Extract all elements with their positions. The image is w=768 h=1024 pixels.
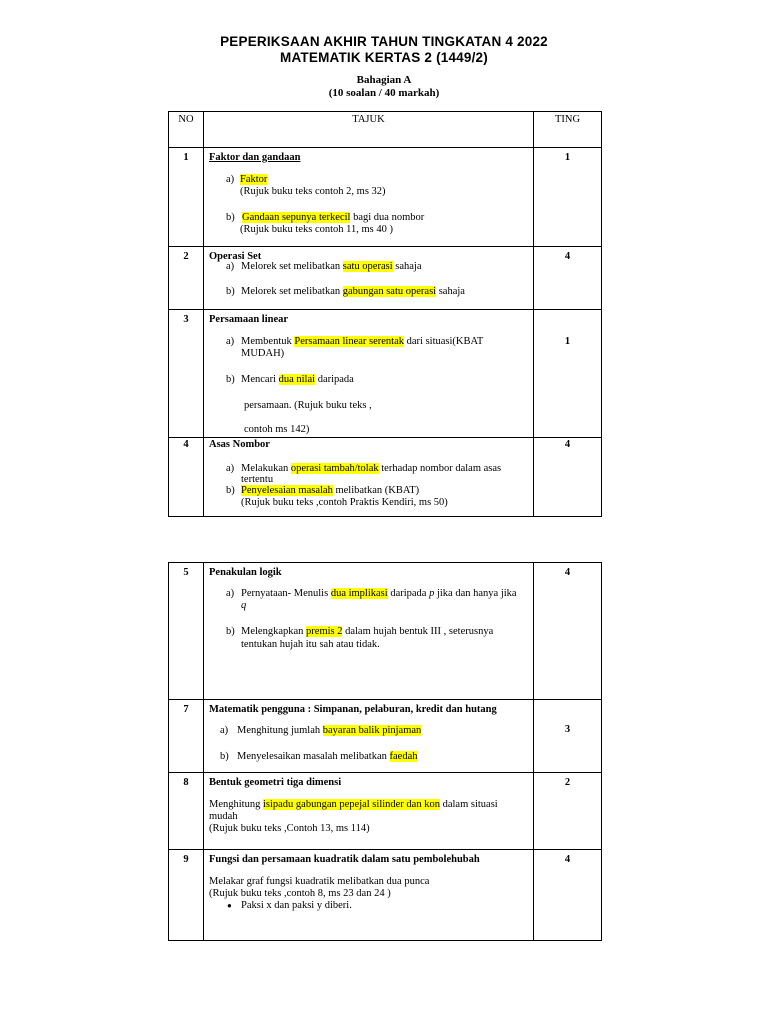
item-text-continued: persamaan. (Rujuk buku teks , bbox=[244, 400, 372, 411]
row-ting: 3 bbox=[564, 724, 571, 735]
highlight-text: Penyelesaian masalah bbox=[241, 485, 333, 496]
row-ting: 1 bbox=[564, 336, 571, 347]
table-row bbox=[169, 247, 602, 310]
highlight-text: Gandaan sepunya terkecil bbox=[242, 212, 351, 223]
highlight-text: satu operasi bbox=[342, 261, 393, 272]
topics-table-2 bbox=[168, 562, 602, 941]
item-text-continued: q bbox=[241, 600, 247, 611]
item-marker: b) bbox=[226, 374, 235, 385]
row-number: 2 bbox=[183, 251, 189, 262]
topics-table-1 bbox=[168, 111, 602, 517]
highlight-text: isipadu gabungan pepejal silinder dan kon bbox=[262, 799, 440, 810]
item-text: Melakukan operasi tambah/tolak terhadap nombor dalam asas bbox=[241, 463, 502, 474]
item-marker: b) bbox=[226, 286, 235, 297]
item-text: Mencari dua nilai daripada bbox=[241, 374, 354, 385]
item-marker: a) bbox=[226, 588, 235, 599]
item-marker: a) bbox=[226, 174, 235, 185]
marks-label: (10 soalan / 40 markah) bbox=[328, 87, 440, 99]
highlight-text: operasi tambah/tolak bbox=[290, 463, 379, 474]
section-label: Bahagian A bbox=[356, 74, 412, 86]
row-number: 4 bbox=[183, 439, 189, 450]
row-ting: 4 bbox=[564, 439, 571, 450]
col-header-ting: TING bbox=[554, 114, 581, 125]
item-text bbox=[240, 174, 267, 186]
item-text: Penyelesaian masalah melibatkan (KBAT) bbox=[241, 485, 420, 496]
row-topic: Matematik pengguna : Simpanan, pelaburan, kredit dan hutang bbox=[209, 704, 497, 715]
item-text: Menyelesaikan masalah melibatkan faedah bbox=[237, 751, 418, 762]
table-row bbox=[169, 700, 602, 773]
row-ting: 2 bbox=[564, 777, 571, 788]
item-reference: (Rujuk buku teks contoh 2, ms 32) bbox=[240, 186, 386, 197]
item-text: Melakar graf fungsi kuadratik melibatkan dua punca bbox=[209, 876, 430, 887]
col-header-no: NO bbox=[178, 114, 194, 125]
table-row bbox=[169, 773, 602, 850]
item-text: Melorek set melibatkan satu operasi sahaja bbox=[241, 261, 422, 272]
row-topic: Asas Nombor bbox=[209, 439, 270, 450]
item-marker: a) bbox=[220, 725, 229, 736]
highlight-text: dua implikasi bbox=[330, 588, 388, 599]
row-ting: 4 bbox=[564, 567, 571, 578]
table-row bbox=[169, 850, 602, 941]
table-header-row bbox=[169, 112, 602, 148]
item-text: Menghitung isipadu gabungan pepejal silinder dan kon dalam situasi bbox=[209, 799, 498, 810]
item-text-continued: contoh ms 142) bbox=[244, 424, 310, 435]
item-text: Melorek set melibatkan gabungan satu operasi sahaja bbox=[241, 286, 465, 297]
bullet-text: Paksi x dan paksi y diberi. bbox=[241, 900, 352, 911]
row-ting: 4 bbox=[564, 854, 571, 865]
item-marker: b) bbox=[226, 485, 235, 496]
row-ting: 4 bbox=[564, 251, 571, 262]
table-row bbox=[169, 148, 602, 247]
row-number: 5 bbox=[183, 567, 189, 578]
item-marker: b) bbox=[226, 626, 235, 637]
item-reference: (Rujuk buku teks ,Contoh 13, ms 114) bbox=[209, 823, 370, 834]
item-text-continued: MUDAH) bbox=[241, 348, 285, 359]
row-topic: Operasi Set bbox=[209, 251, 262, 262]
bullet-icon: ● bbox=[227, 901, 232, 910]
item-marker: a) bbox=[226, 463, 235, 474]
item-marker: a) bbox=[226, 336, 235, 347]
row-number: 1 bbox=[183, 152, 189, 163]
item-text: Menghitung jumlah bayaran balik pinjaman bbox=[237, 725, 422, 736]
row-topic: Bentuk geometri tiga dimensi bbox=[209, 777, 342, 788]
highlight-text: dua nilai bbox=[278, 374, 316, 385]
item-marker: b) bbox=[226, 212, 235, 223]
table-row bbox=[169, 563, 602, 700]
item-text: Pernyataan- Menulis dua implikasi daripada p jika dan hanya jika bbox=[241, 588, 517, 599]
highlight-text: faedah bbox=[389, 751, 418, 762]
highlight-text: Persamaan linear serentak bbox=[294, 336, 404, 347]
highlight-text: Faktor bbox=[240, 174, 268, 185]
highlight-text: bayaran balik pinjaman bbox=[322, 725, 422, 736]
item-text: Membentuk Persamaan linear serentak dari situasi(KBAT bbox=[241, 336, 484, 347]
row-number: 3 bbox=[183, 314, 189, 325]
table-row bbox=[169, 438, 602, 517]
row-topic: Persamaan linear bbox=[209, 314, 289, 325]
highlight-text: gabungan satu operasi bbox=[342, 286, 437, 297]
item-reference: (Rujuk buku teks ,contoh Praktis Kendiri, ms 50) bbox=[241, 497, 448, 508]
row-topic: Faktor dan gandaan bbox=[209, 152, 301, 163]
item-text-continued: tertentu bbox=[241, 474, 274, 485]
item-marker: a) bbox=[226, 261, 235, 272]
row-number: 7 bbox=[183, 704, 189, 715]
item-text: Melengkapkan premis 2 dalam hujah bentuk III , seterusnya bbox=[241, 626, 494, 637]
item-text: Gandaan sepunya terkecil bagi dua nombor bbox=[242, 212, 425, 223]
highlight-text: premis 2 bbox=[306, 626, 343, 637]
document-title: PEPERIKSAAN AKHIR TAHUN TINGKATAN 4 2022 bbox=[220, 34, 548, 49]
document-subtitle: MATEMATIK KERTAS 2 (1449/2) bbox=[280, 50, 488, 65]
row-ting: 1 bbox=[564, 152, 571, 163]
row-topic: Fungsi dan persamaan kuadratik dalam satu pembolehubah bbox=[209, 854, 480, 865]
row-topic: Penakulan logik bbox=[209, 567, 282, 578]
item-reference: (Rujuk buku teks contoh 11, ms 40 ) bbox=[240, 224, 394, 235]
item-reference: (Rujuk buku teks ,contoh 8, ms 23 dan 24 ) bbox=[209, 888, 391, 899]
item-text-continued: tentukan hujah itu sah atau tidak. bbox=[241, 639, 380, 650]
row-number: 9 bbox=[183, 854, 189, 865]
col-header-tajuk: TAJUK bbox=[352, 114, 385, 125]
item-text-continued: mudah bbox=[209, 811, 238, 822]
row-number: 8 bbox=[183, 777, 189, 788]
item-marker: b) bbox=[220, 751, 229, 762]
table-row bbox=[169, 310, 602, 438]
